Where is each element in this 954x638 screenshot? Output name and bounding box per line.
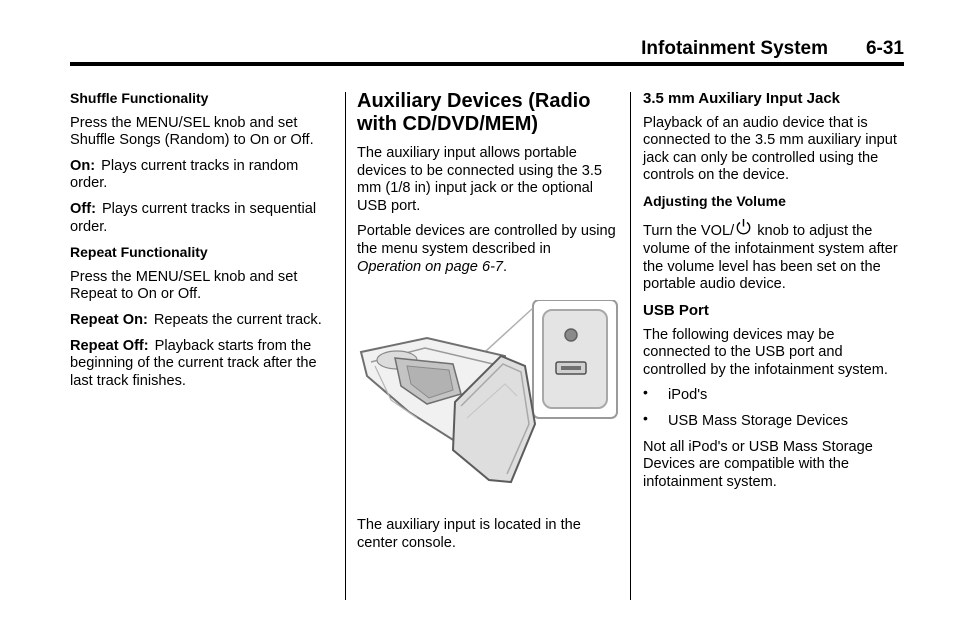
on-definition	[70, 158, 335, 193]
header-rule	[70, 62, 904, 66]
auxiliary-devices-heading: Auxiliary Devices (Radio with CD/DVD/MEM)	[357, 90, 591, 135]
off-text: Plays current tracks in sequential order.	[70, 200, 317, 235]
figure-caption: The auxiliary input is located in the center console.	[357, 517, 581, 551]
column-3	[643, 90, 905, 499]
list-item-text: iPod's	[668, 387, 708, 404]
on-text: Plays current tracks in random order.	[70, 157, 299, 192]
operation-page-link[interactable]: Operation on page 6-7	[357, 258, 504, 275]
column-divider	[630, 92, 631, 600]
portable-text: Portable devices are controlled by using the menu system described in	[357, 223, 616, 257]
section-title: Infotainment System	[641, 38, 828, 59]
column-divider	[345, 92, 346, 600]
portable-end: .	[503, 258, 508, 275]
repeat-on-definition	[70, 312, 335, 330]
aux-jack-heading: 3.5 mm Auxiliary Input Jack	[643, 90, 841, 107]
repeat-on-text: Repeats the current track.	[153, 311, 322, 328]
aux-intro-text: The auxiliary input allows portable devices to be connected using the 3.5 mm (1/8 in) input jack or the optional USB port.	[357, 145, 603, 214]
repeat-off-text: Playback starts from the beginning of the current track after the last track finishes.	[70, 337, 317, 389]
repeat-off-definition	[70, 338, 335, 391]
column-2	[357, 90, 619, 560]
off-term: Off:	[70, 200, 96, 217]
list-item-text: USB Mass Storage Devices	[668, 412, 849, 429]
on-term: On:	[70, 157, 96, 174]
bullet-icon: •	[643, 409, 648, 426]
usb-device-list	[643, 384, 905, 430]
volume-heading: Adjusting the Volume	[643, 192, 786, 209]
usb-text: The following devices may be connected to the USB port and controlled by the infotainment system.	[643, 326, 888, 378]
repeat-off-term: Repeat Off:	[70, 337, 149, 354]
page-number: 6-31	[865, 38, 904, 59]
aux-portable-text	[357, 223, 619, 276]
aux-jack-text: Playback of an audio device that is connected to the 3.5 mm auxiliary input jack can only be controlled using the controls on the device.	[643, 114, 897, 184]
shuffle-text: Press the MENU/SEL knob and set Shuffle Songs (Random) to On or Off.	[70, 114, 314, 149]
column-1	[70, 90, 335, 398]
off-definition	[70, 201, 335, 236]
usb-port-heading: USB Port	[643, 301, 709, 319]
center-console-illustration	[357, 300, 619, 507]
volume-text-a: Turn the VOL/	[643, 222, 735, 239]
repeat-on-term: Repeat On:	[70, 311, 148, 328]
page-header	[70, 38, 904, 62]
repeat-text: Press the MENU/SEL knob and set Repeat to On or Off.	[70, 268, 298, 303]
repeat-heading: Repeat Functionality	[70, 244, 208, 261]
list-item	[643, 384, 905, 405]
list-item	[643, 409, 905, 431]
power-icon	[735, 218, 752, 242]
volume-text-b: knob to adjust the volume of the infotainment system after the volume level has been set on the portable audio device.	[643, 222, 898, 293]
shuffle-heading: Shuffle Functionality	[70, 90, 209, 106]
volume-text	[643, 218, 905, 294]
usb-compat-note: Not all iPod's or USB Mass Storage Devices are compatible with the infotainment system.	[643, 438, 873, 490]
bullet-icon: •	[643, 384, 648, 401]
